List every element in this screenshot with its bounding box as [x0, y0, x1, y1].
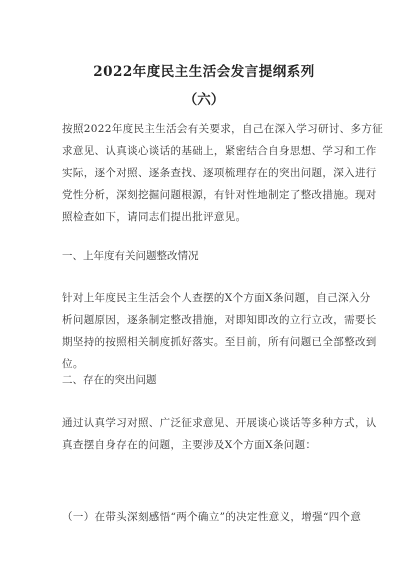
section2-line: 通过认真学习对照、广泛征求意见、开展谈心谈话等多种方式，认 — [62, 417, 377, 429]
section1-heading: 一、上年度有关问题整改情况 — [62, 250, 199, 262]
intro-line: 按照2022年度民主生活会有关要求，自己在深入学习研讨、多方征 — [62, 123, 384, 135]
document-title: 2022年度民主生活会发言提纲系列 — [93, 64, 315, 80]
section2-item1-line: （一）在带头深刻感悟“两个确立”的决定性意义，增强“四个意 — [62, 511, 362, 523]
section1-paragraph — [62, 287, 377, 375]
section2-line: 真查摆自身存在的问题，主要涉及X个方面X条问题： — [62, 439, 317, 451]
section1-line: 期坚持的按照相关制度抓好落实。至目前，所有问题已全部整改到 — [62, 336, 377, 348]
document-subtitle: （六） — [183, 92, 225, 108]
section2-heading: 二、存在的突出问题 — [62, 374, 157, 386]
intro-paragraph — [62, 118, 384, 228]
section2-paragraph — [62, 412, 377, 456]
section1-line: 位。 — [62, 358, 84, 370]
section1-line: 析问题原因，逐条制定整改措施，对即知即改的立行立改，需要长 — [62, 314, 377, 326]
intro-line: 党性分析，深刻挖掘问题根源，有针对性地制定了整改措施。现对 — [62, 189, 377, 201]
intro-line: 照检查如下，请同志们提出批评意见。 — [62, 211, 247, 223]
intro-line: 实际，逐个对照、逐条查找、逐项梳理存在的突出问题，深入进行 — [62, 167, 377, 179]
section1-line: 针对上年度民主生活会个人查摆的X个方面X条问题，自己深入分 — [62, 292, 371, 304]
intro-line: 求意见、认真谈心谈话的基础上，紧密结合自身思想、学习和工作 — [62, 145, 377, 157]
section2-item1 — [62, 506, 362, 528]
